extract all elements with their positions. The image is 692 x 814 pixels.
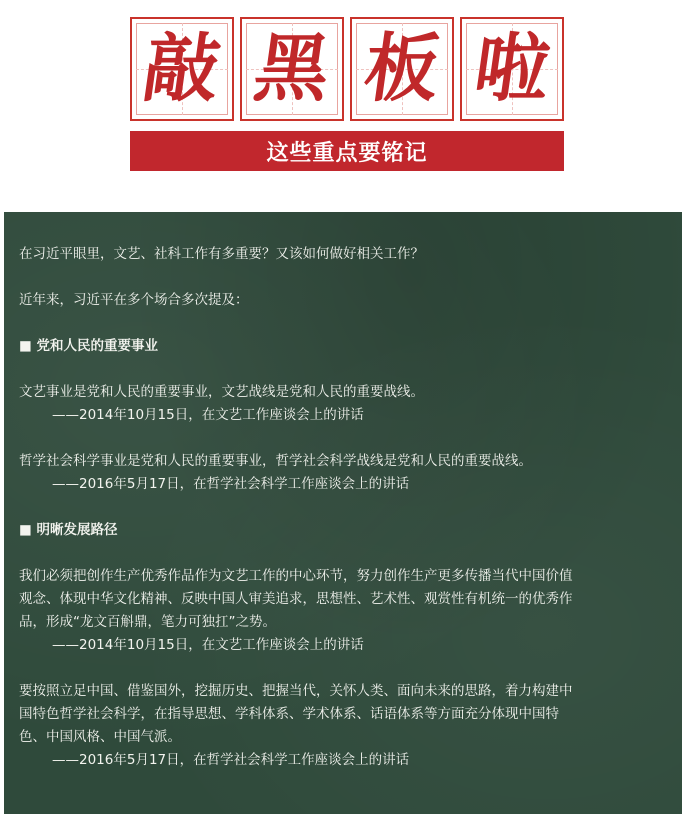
quote-text: 文艺事业是党和人民的重要事业，文艺战线是党和人民的重要战线。 <box>19 384 424 400</box>
section-heading: ■ 党和人民的重要事业 <box>19 338 158 354</box>
quote-text: 观念、体现中华文化精神、反映中国人审美追求，思想性、艺术性、观赏性有机统一的优秀作 <box>19 591 573 607</box>
quote-text: 色、中国风格、中国气派。 <box>19 729 181 745</box>
title-tile <box>130 17 234 121</box>
header <box>0 0 692 212</box>
quote-text: 哲学社会科学事业是党和人民的重要事业，哲学社会科学战线是党和人民的重要战线。 <box>19 453 532 469</box>
section-heading: ■ 明晰发展路径 <box>19 522 118 538</box>
title-tiles <box>130 17 564 121</box>
quote-source: ——2014年10月15日，在文艺工作座谈会上的讲话 <box>52 637 364 653</box>
title-char: 板 <box>358 26 446 112</box>
quote-text: 品，形成“龙文百斛鼎，笔力可独扛”之势。 <box>19 614 276 630</box>
subtitle-banner: 这些重点要铭记 <box>130 131 564 171</box>
quote-source: ——2016年5月17日，在哲学社会科学工作座谈会上的讲话 <box>52 476 410 492</box>
intro-question: 在习近平眼里，文艺、社科工作有多重要？又该如何做好相关工作？ <box>19 246 424 262</box>
title-tile <box>460 17 564 121</box>
intro-statement: 近年来，习近平在多个场合多次提及： <box>19 292 249 308</box>
title-tile <box>350 17 454 121</box>
quote-text: 要按照立足中国、借鉴国外，挖掘历史、把握当代，关怀人类、面向未来的思路，着力构建中 <box>19 683 573 699</box>
quote-source: ——2014年10月15日，在文艺工作座谈会上的讲话 <box>52 407 364 423</box>
title-char: 黑 <box>248 26 336 112</box>
quote-text: 我们必须把创作生产优秀作品作为文艺工作的中心环节，努力创作生产更多传播当代中国价值 <box>19 568 573 584</box>
title-char: 啦 <box>468 26 556 112</box>
title-char: 敲 <box>138 26 226 112</box>
quote-text: 国特色哲学社会科学，在指导思想、学科体系、学术体系、话语体系等方面充分体现中国特 <box>19 706 559 722</box>
title-tile <box>240 17 344 121</box>
quote-source: ——2016年5月17日，在哲学社会科学工作座谈会上的讲话 <box>52 752 410 768</box>
chalkboard-content <box>4 212 682 814</box>
